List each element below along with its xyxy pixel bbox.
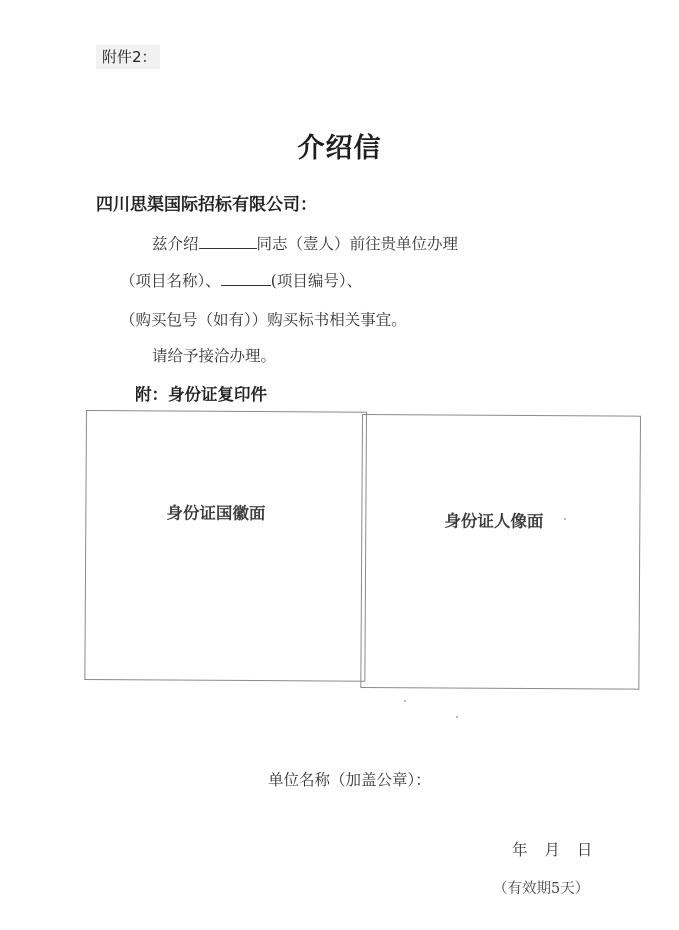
introduce-prefix: 兹介绍 bbox=[152, 235, 199, 253]
body-line-introduce bbox=[152, 232, 458, 254]
project-number-blank bbox=[221, 271, 271, 286]
date-label: 年 月 日 bbox=[512, 841, 593, 859]
person-name-blank bbox=[199, 234, 257, 249]
body-line-project bbox=[120, 269, 362, 291]
project-name-text: （项目名称）、 bbox=[120, 272, 221, 290]
id-card-back-label: 身份证人像面 bbox=[444, 511, 544, 532]
scan-speck bbox=[456, 716, 458, 718]
scan-speck bbox=[404, 700, 406, 702]
attachment-number-label: 附件2： bbox=[96, 45, 160, 69]
project-number-text: (项目编号）、 bbox=[270, 272, 363, 290]
validity-note: （有效期5天） bbox=[493, 881, 590, 897]
id-card-front-label: 身份证国徽面 bbox=[166, 503, 266, 524]
introduce-suffix: 同志（壹人）前往贵单位办理 bbox=[256, 235, 459, 253]
body-line-purchase: （购买包号（如有））购买标书相关事宜。 bbox=[120, 311, 407, 329]
id-card-front-box bbox=[84, 410, 367, 682]
recipient-company: 四川思渠国际招标有限公司： bbox=[96, 195, 317, 215]
id-copy-attachment-label: 附：身份证复印件 bbox=[135, 385, 267, 404]
scan-speck bbox=[564, 518, 566, 520]
body-line-request: 请给予接洽办理。 bbox=[152, 347, 277, 365]
page-title: 介绍信 bbox=[297, 133, 382, 164]
id-card-back-box bbox=[360, 414, 641, 690]
unit-name-stamp-label: 单位名称（加盖公章）： bbox=[268, 771, 431, 789]
